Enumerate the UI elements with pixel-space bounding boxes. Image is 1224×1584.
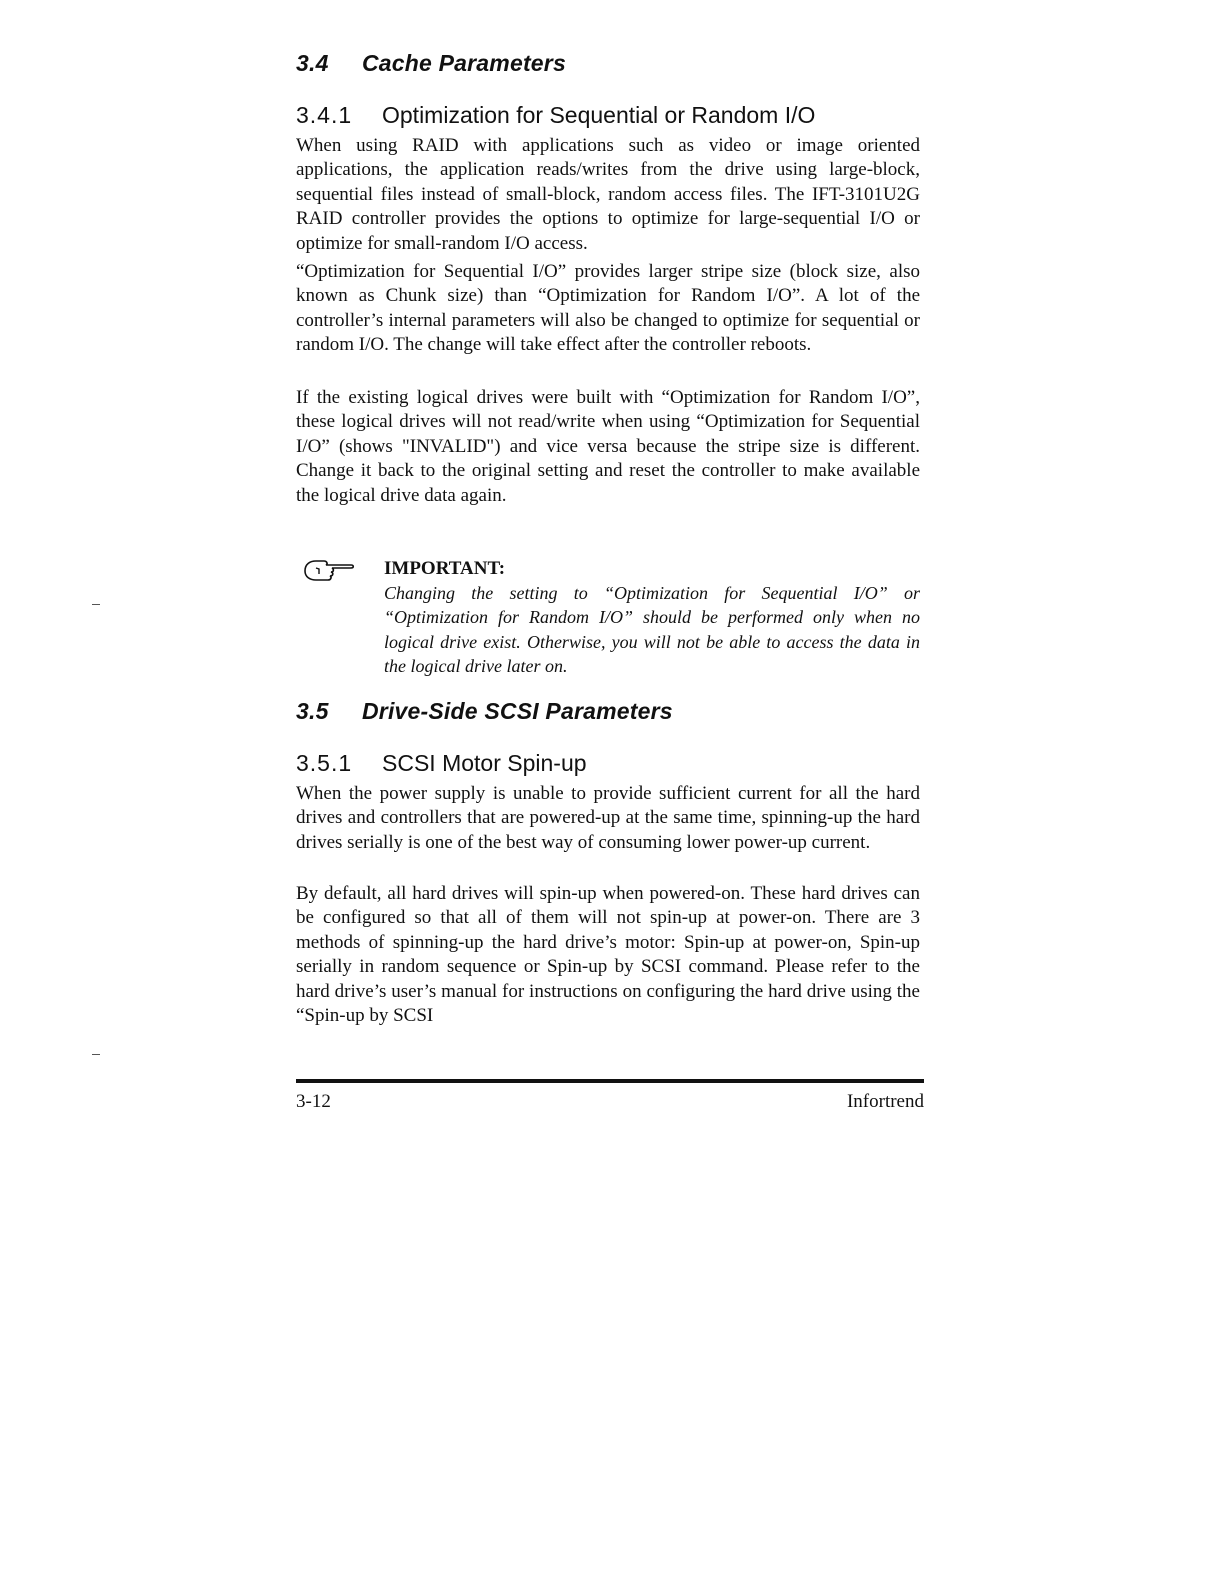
margin-mark bbox=[92, 1054, 100, 1055]
margin-mark bbox=[92, 604, 100, 605]
note-title: IMPORTANT: bbox=[384, 558, 506, 579]
subsection-number: 3.4.1 bbox=[296, 102, 353, 128]
section-heading-3-5 bbox=[296, 698, 673, 725]
important-note bbox=[296, 554, 920, 684]
paragraph-raid-applications: When using RAID with applications such as video or image oriented applications, the application reads/writes from the drive using large-block, sequential files instead of small-block, random access files. The IFT-3101U2G RAID controller provides the options to optimize for large-sequential I/O or optimize for small-random I/O access. bbox=[296, 135, 920, 254]
paragraph-sequential-stripe: “Optimization for Sequential I/O” provides larger stripe size (block size, also known as Chunk size) than “Optimization for Random I/O”. A lot of the controller’s internal parameters will also be changed to optimize for sequential or random I/O. The change will take effect after the controller reboots. bbox=[296, 261, 920, 356]
section-heading-3-4 bbox=[296, 50, 566, 77]
subsection-heading-3-5-1 bbox=[296, 750, 587, 777]
subsection-heading-3-4-1 bbox=[296, 102, 815, 129]
section-number: 3.5 bbox=[296, 698, 329, 724]
pointing-hand-icon bbox=[302, 558, 356, 584]
subsection-number: 3.5.1 bbox=[296, 750, 353, 776]
footer-rule bbox=[296, 1079, 924, 1083]
section-title: Cache Parameters bbox=[362, 50, 566, 76]
note-body bbox=[384, 557, 920, 678]
section-number: 3.4 bbox=[296, 50, 329, 76]
paragraph-power-supply: When the power supply is unable to provide sufficient current for all the hard drives and controllers that are powered-up at the same time, spinning-up the hard drives serially is one of the best way of consuming lower power-up current. bbox=[296, 783, 920, 853]
page-footer bbox=[296, 1091, 924, 1113]
subsection-title: SCSI Motor Spin-up bbox=[382, 750, 587, 776]
footer-brand: Infortrend bbox=[846, 1091, 924, 1112]
section-title: Drive-Side SCSI Parameters bbox=[362, 698, 673, 724]
paragraph-spin-up-default: By default, all hard drives will spin-up when powered-on. These hard drives can be configured so that all of them will not spin-up at power-on. There are 3 methods of spinning-up the hard drive’s motor: Spin-up at power-on, Spin-up serially in random sequence or Spin-up by SCSI command. Please refer to the hard drive’s user’s manual for instructions on configuring the hard drive using the “Spin-up by SCSI bbox=[296, 883, 920, 1027]
subsection-title: Optimization for Sequential or Random I/O bbox=[382, 102, 816, 128]
note-text: Changing the setting to “Optimization for Sequential I/O” or “Optimization for Random I/O” should be performed only when no logical drive exist. Otherwise, you will not be able to access the data in the logical drive later on. bbox=[384, 583, 920, 676]
page-number: 3-12 bbox=[296, 1091, 331, 1112]
paragraph-existing-drives: If the existing logical drives were built with “Optimization for Random I/O”, these logical drives will not read/write when using “Optimization for Sequential I/O” (shows "INVALID") and vice versa because the stripe size is different. Change it back to the original setting and reset the controller to make available the logical drive data again. bbox=[296, 387, 920, 506]
